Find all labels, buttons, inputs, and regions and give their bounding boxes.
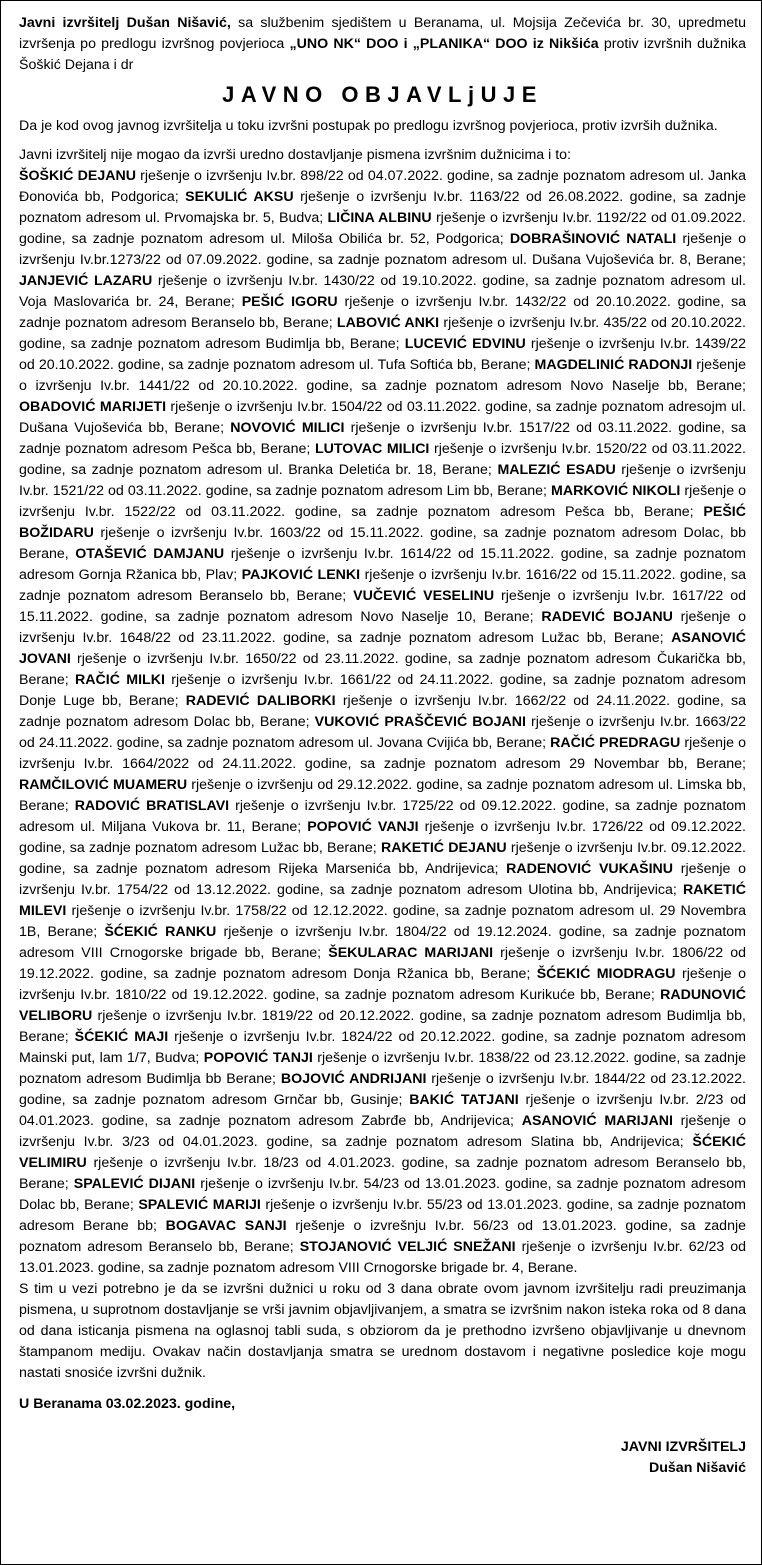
- debtor-name: RADOVIĆ BRATISLAVI: [74, 798, 230, 814]
- debtor-name: JANJEVIĆ LAZARU: [19, 273, 153, 289]
- debtor-name: DOBRAŠINOVIĆ NATALI: [509, 231, 677, 247]
- debtor-name: BOGAVAC SANJI: [165, 1218, 287, 1234]
- debtor-details: rješenje o izvršenju Iv.br. 62/23 od 13.01.2023. godine, sa zadnje poznatom adresom VIII Crnogorske brigade br. 4, Berane.: [19, 1239, 747, 1276]
- debtor-details: rješenje o izvršenju Iv.br. 1819/22 od 20.12.2022. godine, sa zadnje poznatom adresom Budimlja bb, Berane;: [19, 1008, 746, 1045]
- debtor-name: MAGDELINIĆ RADONJI: [534, 357, 693, 373]
- debtor-details: rješenje o izvršenju Iv.br. 1192/22 od 01.09.2022. godine, sa zadnje poznatom adresom ul. Miloša Obilića br. 52, Podgorica;: [19, 210, 746, 247]
- intro-text-1: sa službenim sjedištem u Beranama, ul. Mojsija Zečevića br. 30, upredmetu izvršenja po predlogu izvršnog povjerioca: [19, 15, 747, 52]
- debtor-name: ŠĆEKIĆ MAJI: [74, 1029, 169, 1045]
- debtor-name: VUČEVIĆ VESELINU: [353, 588, 495, 604]
- debtor-name: RADEVIĆ DALIBORKI: [185, 693, 336, 709]
- debtor-name: BAKIĆ TATJANI: [409, 1092, 519, 1108]
- debtor-details: rješenje o izvršenju Iv.br. 54/23 od 13.01.2023. godine, sa zadnje poznatom adresom Dolac bb, Berane;: [19, 1176, 746, 1213]
- signature-name: Dušan Nišavić: [649, 1460, 746, 1476]
- debtor-details: rješenje o izvršenju Iv.br. 1810/22 od 19.12.2022. godine, sa zadnje poznatom adresom Kurikuće bb, Berane;: [19, 966, 746, 1003]
- debtor-details: rješenje o izvršenju Iv.br. 1804/22 od 19.12.2024. godine, sa zadnje poznatom adresom VIII Crnogorske brigade bb, Berane;: [19, 924, 746, 961]
- debtor-details: rješenje o izvršenju Iv.br. 1806/22 od 19.12.2022. godine, sa zadnje poznatom adresom Donja Ržanica bb, Berane;: [19, 945, 747, 982]
- debtor-details: rješenje o izvršenju Iv.br. 1504/22 od 03.11.2022. godine, sa zadnje poznatom adresojm ul. Dušana Vujoševića bb, Berane;: [19, 399, 746, 436]
- debtor-list: [19, 166, 746, 1279]
- creditors-name: „UNO NK“ DOO i „PLANIKA“ DOO iz Nikšića: [289, 36, 599, 52]
- date-line: U Beranama 03.02.2023. godine,: [19, 1396, 236, 1412]
- debtor-name: STOJANOVIĆ VELJIĆ SNEŽANI: [299, 1239, 516, 1255]
- debtor-name: RADUNOVIĆ VELIBORU: [19, 987, 746, 1024]
- debtor-details: rješenje o izvršenju Iv.br. 1754/22 od 13.12.2022. godine, sa zadnje poznatom adresom Ulotina bb, Andrijevica;: [19, 861, 747, 898]
- debtor-name: RAKETIĆ DEJANU: [380, 840, 507, 856]
- debtor-details: rješenje o izvršenju Iv.br. 1616/22 od 15.11.2022. godine, sa zadnje poznatom adresom Beranselo bb, Berane;: [19, 567, 746, 604]
- debtor-details: rješenje o izvršenju Iv.br. 3/23 od 04.01.2023. godine, sa zadnje poznatom adresom Slatina bb, Andrijevica;: [19, 1113, 746, 1150]
- debtor-details: rješenje o izvršenju Iv.br. 1163/22 od 26.08.2022. godine, sa zadnje poznatom adresom ul. Prvomajska br. 5, Budva;: [19, 189, 746, 226]
- signature-block: [19, 1437, 746, 1479]
- debtor-details: rješenje o izvršenju Iv.br. 2/23 od 04.01.2023. godine, sa zadnje poznatom adresom Zabrđe bb, Andrijevica;: [19, 1092, 746, 1129]
- debtor-details: rješenje o izvršenju Iv.br. 1663/22 od 24.11.2022. godine, sa zadnje poznatom adresom ul. Jovana Cvijića bb, Berane;: [19, 714, 747, 751]
- debtor-name: RADEVIĆ BOJANU: [541, 609, 673, 625]
- debtor-name: MARKOVIĆ NIKOLI: [551, 483, 681, 499]
- closing-paragraph: S tim u vezi potrebno je da se izvršni dužnici u roku od 3 dana obrate ovom javnom izvršitelju radi preuzimanja pismena, u suprotnom dostavljanje se vrši javnim objavljivanjem, a smatra se izvršnim nakon isteka roka od 8 dana od dana isticanja pismena na oglasnoj tabli suda, s obziorom da je prethodno izvršeno objavljivanje u dnevnom štampanom mediju. Ovakav način dostavljanja smatra se urednom dostavom i negativne posledice koje mogu nastati snosiće izvršni dužnik.: [19, 1281, 746, 1381]
- debtor-name: LABOVIĆ ANKI: [336, 315, 440, 331]
- debtor-details: rješenje o izvršenju od 29.12.2022. godine, sa zadnje poznatom adresom ul. Limska bb, Berane;: [19, 777, 747, 814]
- debtor-details: rješenje o izvršenju Iv.br. 1824/22 od 20.12.2022. godine, sa zadnje poznatom adresom Mainski put, lam 1/7, Budva;: [19, 1029, 746, 1066]
- debtor-name: RAČIĆ PREDRAGU: [550, 735, 681, 751]
- debtor-name: OTAŠEVIĆ DAMJANU: [75, 546, 225, 562]
- debtor-name: ŠEKULARAC MARIJANI: [328, 945, 494, 961]
- intro-paragraph: [19, 13, 746, 76]
- debtor-name: POPOVIĆ TANJI: [203, 1050, 313, 1066]
- debtor-details: rješenje o izvršenju Iv.br. 1521/22 od 03.11.2022. godine, sa zadnje poznatom adresom Lim bb, Berane;: [19, 462, 746, 499]
- debtor-details: rješenje o izvršenju Iv.br. 1725/22 od 09.12.2022. godine, sa zadnje poznatom adresom ul. Miljana Vukova br. 11, Berane;: [19, 798, 746, 835]
- debtor-name: RADENOVIĆ VUKAŠINU: [506, 861, 674, 877]
- debtor-name: ŠĆEKIĆ VELIMIRU: [19, 1134, 746, 1171]
- debtor-name: SEKULIĆ AKSU: [185, 189, 294, 205]
- debtor-details: rješenje o izvršenju Iv.br. 1838/22 od 23.12.2022. godine, sa zadnje poznatom adresom Budimlja bb Berane;: [19, 1050, 746, 1087]
- debtor-name: SPALEVIĆ MARIJI: [138, 1197, 261, 1213]
- debtor-details: rješenje o izvršenju Iv.br. 1430/22 od 19.10.2022. godine, sa zadnje poznatom adresom ul. Voja Maslovarića br. 24, Berane;: [19, 273, 746, 310]
- debtor-details: rješenje o izvršenju Iv.br. 09.12.2022. godine, sa zadnje poznatom adresom Rijeka Marsenića bb, Andrijevica;: [19, 840, 746, 877]
- debtor-name: BOJOVIĆ ANDRIJANI: [280, 1071, 427, 1087]
- debtor-list-intro: Javni izvršitelj nije mogao da izvrši uredno dostavljanje pismena izvršnim dužnicima i to:: [19, 147, 571, 163]
- debtor-name: RAČIĆ MILKI: [75, 672, 165, 688]
- debtor-name: NOVOVIĆ MILICI: [230, 420, 345, 436]
- debtor-details: rješenje o izvršenju Iv.br. 435/22 od 20.10.2022. godine, sa zadnje poznatom adresom Budimlja bb, Berane;: [19, 315, 746, 352]
- debtor-name: ŠOŠKIĆ DEJANU: [19, 168, 136, 184]
- debtor-details: rješenje o izvršenju Iv.br. 1439/22 od 20.10.2022. godine, sa zadnje poznatom adresom ul. Tufa Softića bb, Berane;: [19, 336, 746, 373]
- debtor-name: PEŠIĆ IGORU: [241, 294, 338, 310]
- debtor-details: rješenje o izvrešnju Iv.br. 56/23 od 13.01.2023. godine, sa zadnje poznatom adresom Beranselo bb, Berane;: [19, 1218, 747, 1255]
- debtor-name: MALEZIĆ ESADU: [497, 462, 616, 478]
- debtor-details: rješenje o izvršenju Iv.br. 1662/22 od 24.11.2022. godine, sa zadnje poznatom adresom Dolac bb, Berane;: [19, 693, 747, 730]
- debtor-name: OBADOVIĆ MARIJETI: [19, 399, 167, 415]
- debtor-details: rješenje o izvršenju Iv.br. 1522/22 od 03.11.2022. godine, sa zadnje poznatom adresom Pešca bb, Berane;: [19, 483, 746, 520]
- debtor-details: rješenje o izvršenju Iv.br. 1617/22 od 15.11.2022. godine, sa zadnje poznatom adresom Novo Naselje 10, Berane;: [19, 588, 746, 625]
- debtor-details: rješenje o izvršenju Iv.br. 1614/22 od 15.11.2022. godine, sa zadnje poznatom adresom Gornja Ržanica bb, Plav;: [19, 546, 746, 583]
- notice-title: JAVNO OBJAVLjUJE: [222, 82, 543, 107]
- statement-paragraph: Da je kod ovog javnog izvršitelja u toku izvršni postupak po predlogu izvršnog povjerioca, protiv izvrših dužnika.: [19, 118, 718, 134]
- debtor-details: rješenje o izvršenju Iv.br. 55/23 od 13.01.2023. godine, sa zadnje poznatom adresom Berane bb;: [19, 1197, 746, 1234]
- debtor-name: ŠĆEKIĆ RANKU: [104, 924, 217, 940]
- debtor-details: rješenje o izvršenju Iv.br. 1441/22 od 20.10.2022. godine, sa zadnje poznatom adresom Novo Naselje bb, Berane;: [19, 357, 746, 394]
- debtor-details: rješenje o izvršenju Iv.br. 18/23 od 4.01.2023. godine, sa zadnje poznatom adresom Beranselo bb, Berane;: [19, 1155, 746, 1192]
- debtor-details: rješenje o izvršenju Iv.br. 1648/22 od 23.11.2022. godine, sa zadnje poznatom adresom Lužac bb, Berane;: [19, 609, 746, 646]
- debtor-name: POPOVIĆ VANJI: [307, 819, 419, 835]
- debtor-details: rješenje o izvršenju Iv.br. 1603/22 od 15.11.2022. godine, sa zadnje poznatom adresom Dolac, bb Berane,: [19, 525, 746, 562]
- debtor-details: rješenje o izvršenju Iv.br. 1664/2022 od 24.11.2022. godine, sa zadnje poznatom adresom 29 Novembar bb, Berane;: [19, 735, 746, 772]
- debtor-details: rješenje o izvršenju Iv.br. 1758/22 od 12.12.2022. godine, sa zadnje poznatom adresom ul. 29 Novembra 1B, Berane;: [19, 903, 746, 940]
- debtor-name: SPALEVIĆ DIJANI: [73, 1176, 196, 1192]
- debtor-details: rješenje o izvršenju Iv.br. 1432/22 od 20.10.2022. godine, sa zadnje poznatom adresom Beranselo bb, Berane;: [19, 294, 746, 331]
- debtor-name: PAJKOVIĆ LENKI: [241, 567, 361, 583]
- debtor-details: rješenje o izvršenju Iv.br. 1517/22 od 03.11.2022. godine, sa zadnje poznatom adresom Pešca bb, Berane;: [19, 420, 746, 457]
- debtor-name: RAMČILOVIĆ MUAMERU: [19, 777, 188, 793]
- debtor-details: rješenje o izvršenju Iv.br.1273/22 od 07.09.2022. godine, sa zadnje poznatom adresom ul. Dušana Vujoševića br. 8, Berane;: [19, 231, 747, 268]
- debtor-name: LUCEVIĆ EDVINU: [404, 336, 526, 352]
- debtor-name: ASANOVIĆ JOVANI: [19, 630, 746, 667]
- debtor-details: rješenje o izvršenju Iv.br. 1650/22 od 23.11.2022. godine, sa zadnje poznatom adresom Čukarička bb, Berane;: [19, 651, 746, 688]
- debtor-details: rješenje o izvršenju Iv.br. 898/22 od 04.07.2022. godine, sa zadnje poznatom adresom ul. Janka Đonovića bb, Podgorica;: [19, 168, 746, 205]
- officer-name: Javni izvršitelj Dušan Nišavić,: [19, 15, 231, 31]
- intro-text-2: protiv izvršnih dužnika Šoškić Dejana i dr: [19, 36, 747, 73]
- debtor-details: rješenje o izvršenju Iv.br. 1844/22 od 23.12.2022. godine, sa zadnje poznatom adresom Grnčar bb, Gusinje;: [19, 1071, 747, 1108]
- debtor-name: PEŠIĆ BOŽIDARU: [19, 504, 746, 541]
- debtor-name: ŠĆEKIĆ MIODRAGU: [536, 966, 676, 982]
- debtor-details: rješenje o izvršenju Iv.br. 1726/22 od 09.12.2022. godine, sa zadnje poznatom adresom Lužac bb, Berane;: [19, 819, 746, 856]
- debtor-name: VUKOVIĆ PRAŠČEVIĆ BOJANI: [314, 714, 526, 730]
- debtor-name: LUTOVAC MILICI: [314, 441, 430, 457]
- debtor-details: rješenje o izvršenju Iv.br. 1661/22 od 24.11.2022. godine, sa zadnje poznatom adresom Donje Luge bb, Berane;: [19, 672, 746, 709]
- debtor-name: ASANOVIĆ MARIJANI: [521, 1113, 673, 1129]
- debtor-name: LIČINA ALBINU: [327, 210, 432, 226]
- debtor-name: RAKETIĆ MILEVI: [19, 882, 746, 919]
- debtor-details: rješenje o izvršenju Iv.br. 1520/22 od 03.11.2022. godine, sa zadnje poznatom adresom ul. Branka Deletića br. 18, Berane;: [19, 441, 746, 478]
- signature-title: JAVNI IZVRŠITELJ: [620, 1439, 746, 1455]
